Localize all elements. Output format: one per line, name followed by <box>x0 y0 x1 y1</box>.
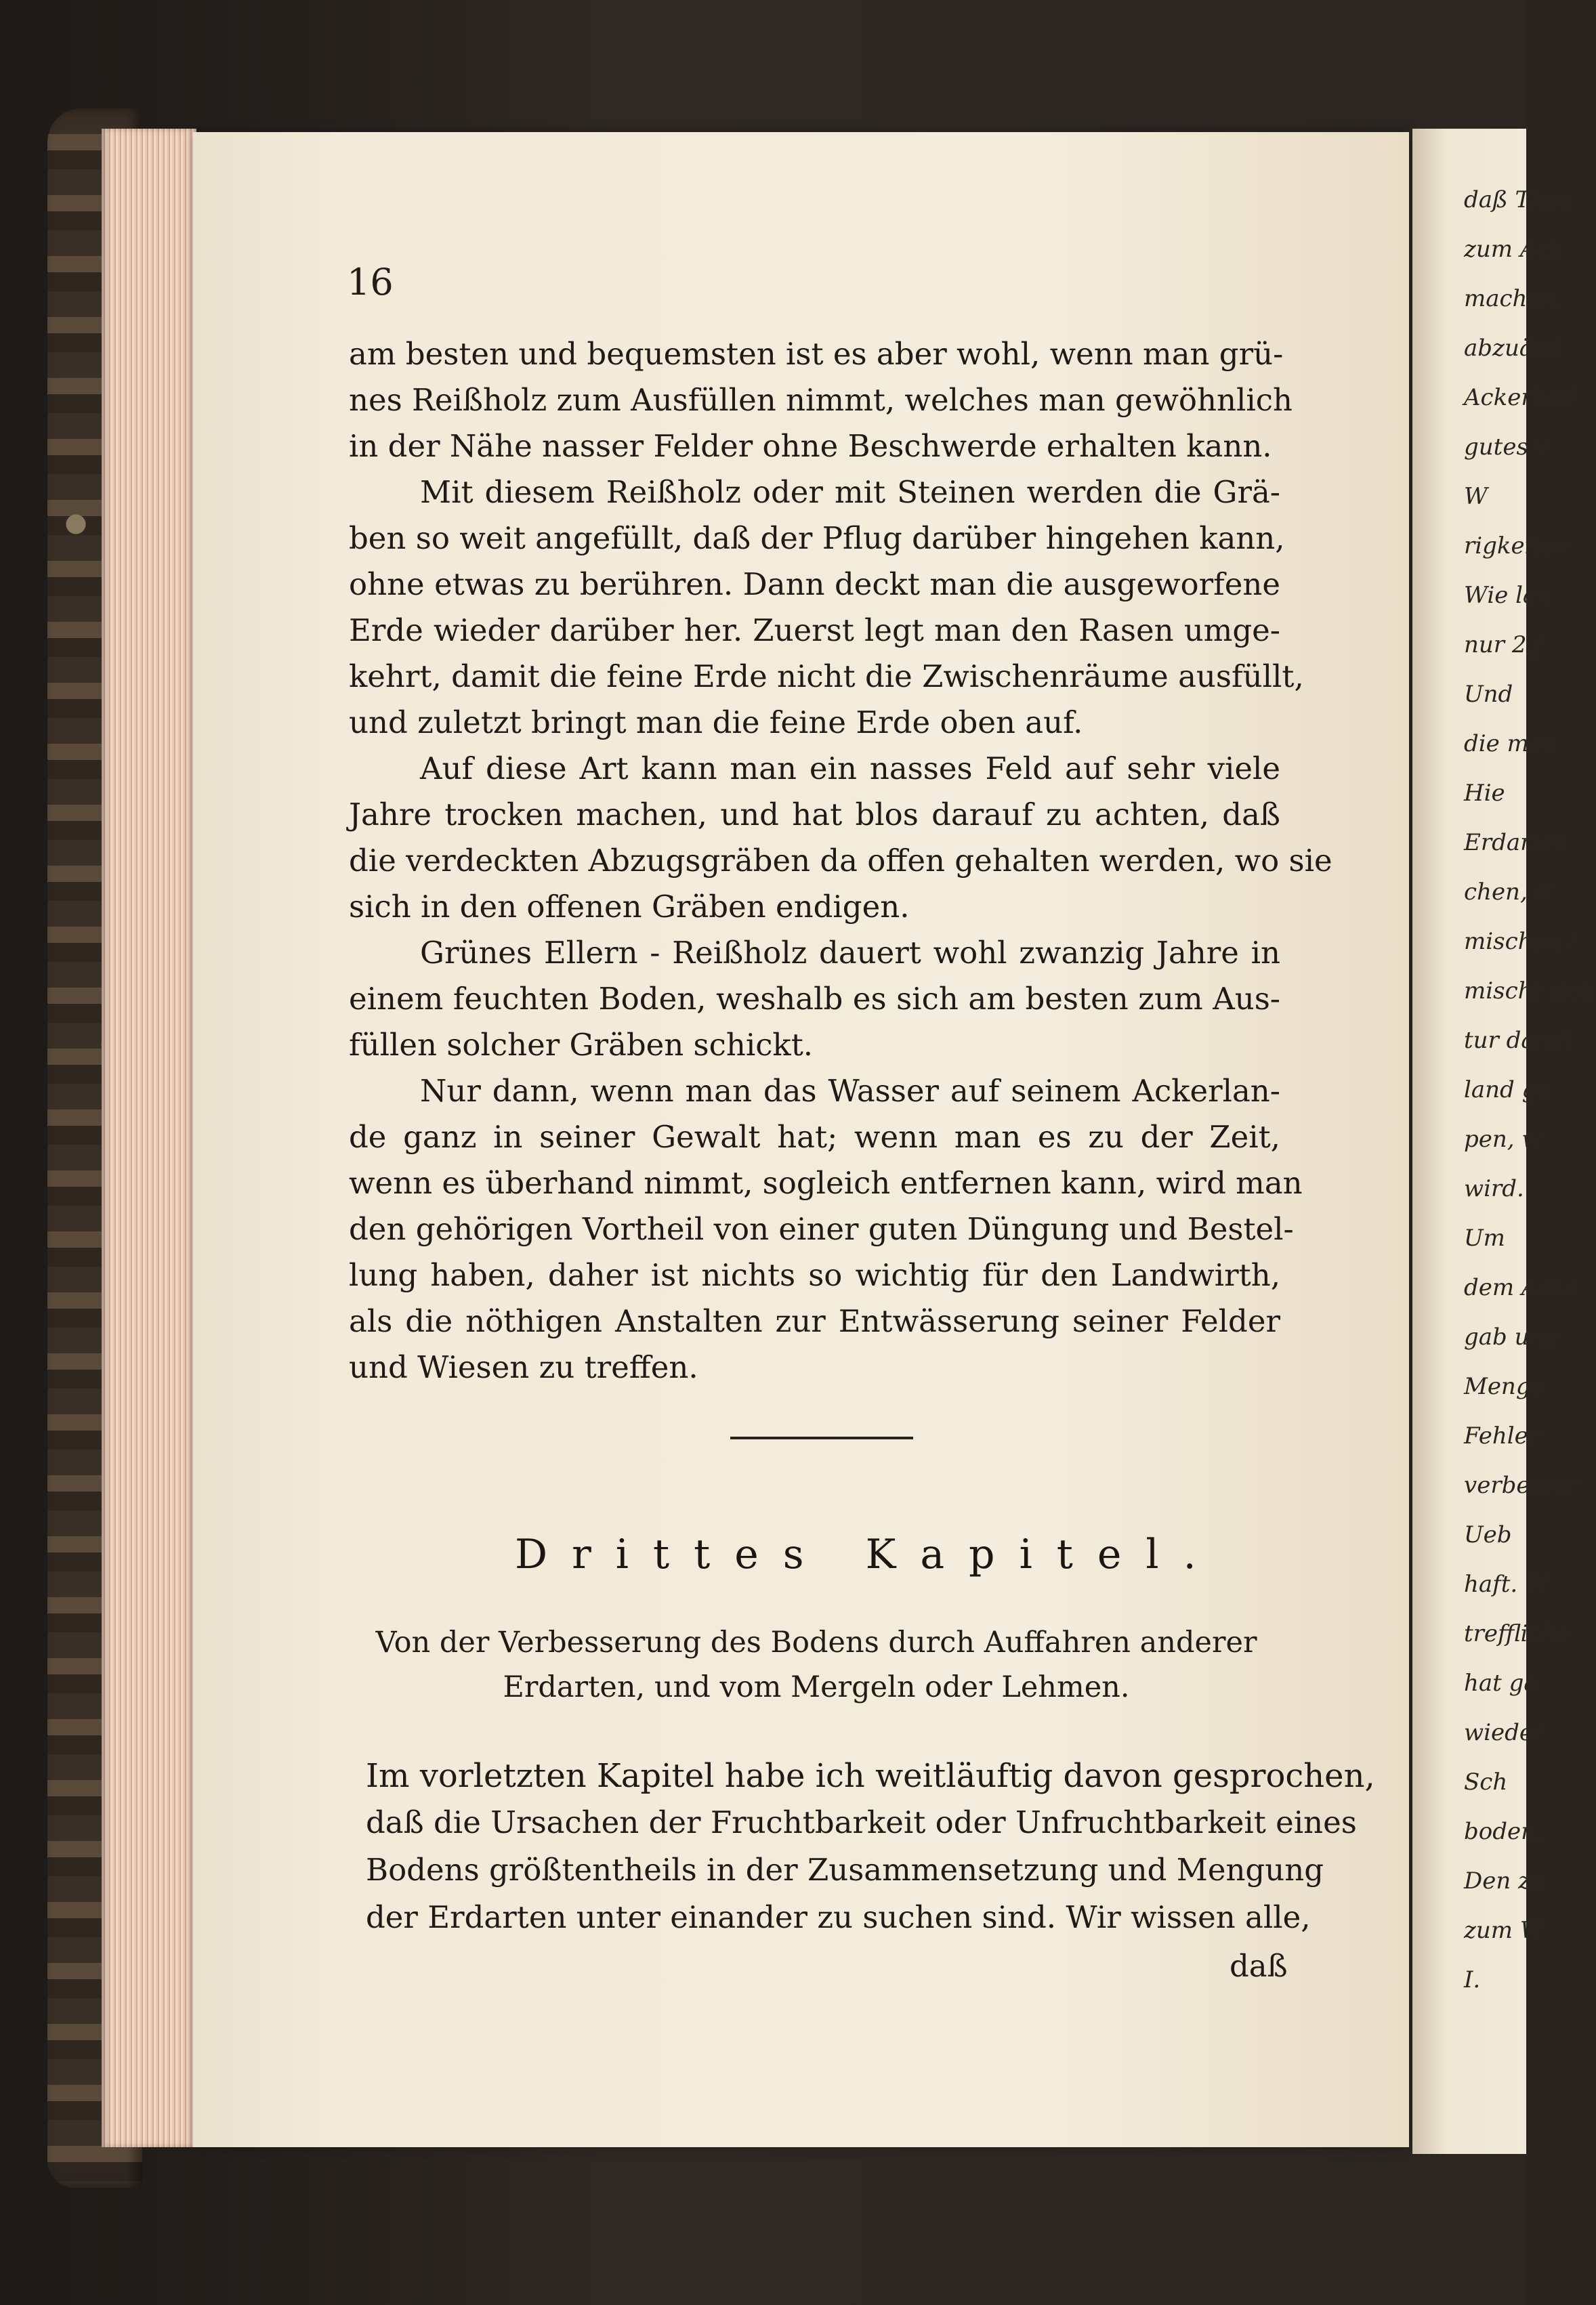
text-line: Auf diese Art kann man ein nasses Feld auf sehr viele <box>420 750 1280 786</box>
text-line: nes Reißholz zum Ausfüllen nimmt, welches man gewöhnlich <box>349 382 1293 418</box>
chapter-subtitle-line-2: Erdarten, und vom Mergeln oder Lehmen. <box>503 1670 1130 1704</box>
text-line: wenn es überhand nimmt, sogleich entfernen kann, wird man <box>349 1165 1303 1201</box>
facing-page-text: wieder <box>1464 1719 1545 1746</box>
chapter-text-line: Im vorletzten Kapitel habe ich weitläuftig davon gesprochen, <box>366 1757 1375 1795</box>
text-line: ohne etwas zu berühren. Dann deckt man die ausgeworfene <box>349 566 1280 602</box>
section-divider <box>730 1437 913 1439</box>
facing-page-text: Den zu <box>1464 1867 1545 1895</box>
chapter-title: Drittes Kapitel. <box>515 1531 1221 1578</box>
facing-page-text: Fehler <box>1464 1422 1539 1450</box>
text-line: sich in den offenen Gräben endigen. <box>349 889 910 925</box>
facing-page-text: zum W <box>1464 1917 1544 1944</box>
text-line: ben so weit angefüllt, daß der Pflug darüber hingehen kann, <box>349 520 1285 556</box>
facing-page-text: Menge <box>1464 1373 1545 1400</box>
facing-page-text: mischt sich <box>1464 977 1596 1005</box>
facing-page-text: gab une <box>1464 1324 1558 1351</box>
facing-page-text: land ge <box>1464 1076 1551 1103</box>
text-line: den gehörigen Vortheil von einer guten Düngung und Bestel- <box>349 1211 1294 1247</box>
chapter-text-line: daß die Ursachen der Fruchtbarkeit oder Unfruchtbarkeit eines <box>366 1804 1357 1840</box>
text-line: einem feuchten Boden, weshalb es sich am besten zum Aus- <box>349 981 1280 1017</box>
facing-page-text: gutes v <box>1464 433 1549 461</box>
facing-page-text: chen, E <box>1464 879 1552 906</box>
facing-page-text: Und <box>1464 681 1513 708</box>
page-edges <box>102 129 196 2147</box>
facing-page-text: Hie <box>1464 780 1505 807</box>
chapter-text-line: der Erdarten unter einander zu suchen sind. Wir wissen alle, <box>366 1899 1311 1935</box>
facing-page-text: mischen l <box>1464 928 1576 955</box>
facing-page-text: Ueb <box>1464 1521 1512 1548</box>
facing-page-text: Um <box>1464 1225 1505 1252</box>
chapter-text-line: Bodens größtentheils in der Zusammensetzung und Mengung <box>366 1852 1324 1888</box>
facing-page-text: zum Ack <box>1464 236 1564 263</box>
page-number: 16 <box>347 261 394 303</box>
facing-page-text: nur 2 J <box>1464 631 1543 658</box>
facing-page-text: tur damit <box>1464 1027 1574 1054</box>
facing-page-text: dem Acke <box>1464 1274 1579 1301</box>
text-line: als die nöthigen Anstalten zur Entwässerung seiner Felder <box>349 1303 1280 1339</box>
text-line: de ganz in seiner Gewalt hat; wenn man es zu der Zeit, <box>349 1119 1280 1155</box>
text-line: Grünes Ellern - Reißholz dauert wohl zwanzig Jahre in <box>420 935 1280 971</box>
text-line: am besten und bequemsten ist es aber wohl, wenn man grü- <box>349 336 1284 372</box>
text-line: kehrt, damit die feine Erde nicht die Zwischenräume ausfüllt, <box>349 658 1304 694</box>
facing-page-text: boden, <box>1464 1818 1543 1845</box>
text-line: die verdeckten Abzugsgräben da offen gehalten werden, wo sie <box>349 843 1332 879</box>
facing-page-text: Sch <box>1464 1769 1508 1796</box>
text-line: und Wiesen zu treffen. <box>349 1349 698 1385</box>
facing-page-text: treffliche <box>1464 1620 1570 1647</box>
facing-page-text: Erdarten <box>1464 829 1570 856</box>
text-line: in der Nähe nasser Felder ohne Beschwerde erhalten kann. <box>349 428 1272 464</box>
text-line: lung haben, daher ist nichts so wichtig für den Landwirth, <box>349 1257 1280 1293</box>
facing-page-text: verbesser <box>1464 1472 1578 1499</box>
catchword: daß <box>1230 1948 1288 1984</box>
text-line: und zuletzt bringt man die feine Erde oben auf. <box>349 704 1083 740</box>
facing-page-text: daß Thon <box>1464 186 1574 213</box>
facing-page-text: abzuänd <box>1464 335 1563 362</box>
text-line: Jahre trocken machen, und hat blos darauf zu achten, daß <box>349 797 1280 832</box>
facing-page-fragment <box>1412 129 1596 2154</box>
text-line: Nur dann, wenn man das Wasser auf seinem Ackerlan- <box>420 1073 1280 1109</box>
facing-page-text: machen, <box>1464 285 1563 312</box>
facing-page-text: haft. W <box>1464 1571 1549 1598</box>
facing-page-text: hat ga <box>1464 1670 1538 1697</box>
text-line: füllen solcher Gräben schickt. <box>349 1027 814 1063</box>
facing-page-text: I. <box>1464 1966 1481 1993</box>
text-line: Mit diesem Reißholz oder mit Steinen werden die Grä- <box>420 474 1280 510</box>
facing-page-text: wird. <box>1464 1175 1524 1202</box>
facing-page-text: pen, w <box>1464 1126 1542 1153</box>
facing-page-text: Wie lan <box>1464 582 1552 609</box>
chapter-subtitle-line-1: Von der Verbesserung des Bodens durch Auffahren anderer <box>375 1626 1257 1659</box>
facing-page-text: rigkeiten <box>1464 532 1570 559</box>
facing-page-text: W <box>1464 483 1488 510</box>
text-line: Erde wieder darüber her. Zuerst legt man den Rasen umge- <box>349 612 1280 648</box>
facing-page-text: die man <box>1464 730 1557 757</box>
facing-page-text: Ackerbod <box>1464 384 1576 411</box>
